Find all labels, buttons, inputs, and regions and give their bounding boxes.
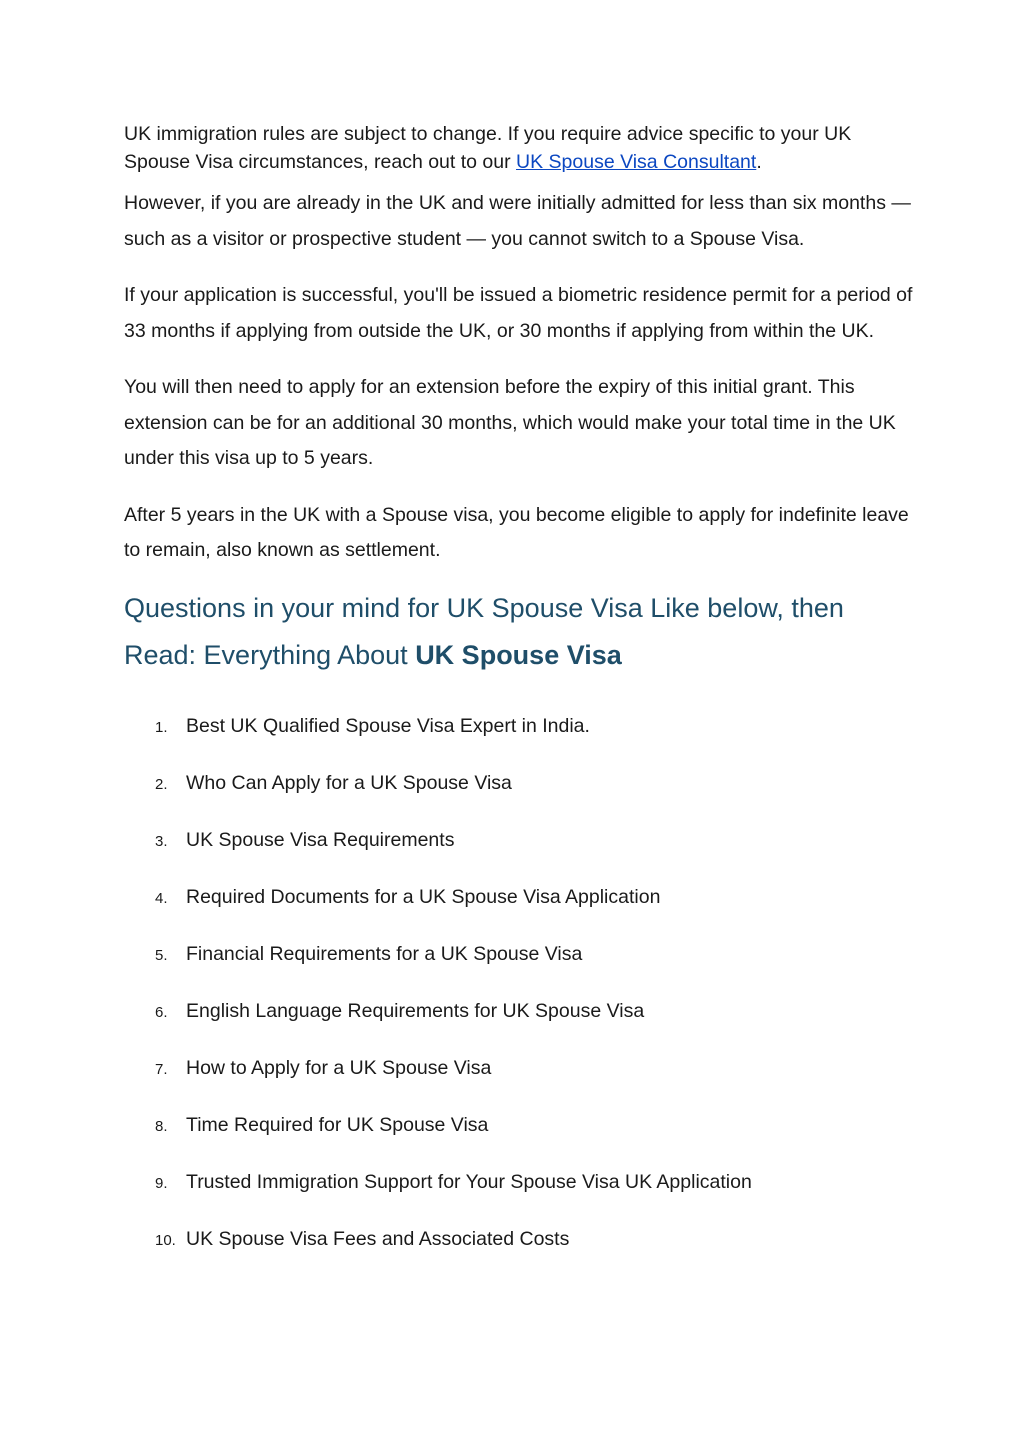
intro-text: UK immigration rules are subject to change. If you require advice specific to your UK Spouse Visa circumstances, reach out to our (124, 123, 852, 173)
paragraph-switching: However, if you are already in the UK and were initially admitted for less than six months — such as a visitor or prospective student — you cannot switch to a Spouse Visa. (124, 192, 911, 250)
paragraph-permit-period: If your application is successful, you'll be issued a biometric residence permit for a period of 33 months if applying from outside the UK, or 30 months if applying from within the UK. (124, 284, 913, 342)
paragraph-settlement: After 5 years in the UK with a Spouse visa, you become eligible to apply for indefinite leave to remain, also known as settlement. (124, 503, 909, 561)
list-item (124, 772, 914, 829)
list-item (124, 1228, 914, 1285)
list-item-label: Required Documents for a UK Spouse Visa Application (186, 885, 661, 908)
list-item-label: Best UK Qualified Spouse Visa Expert in India. (186, 714, 590, 737)
questions-list (124, 715, 914, 1285)
list-item-label: UK Spouse Visa Requirements (186, 828, 455, 851)
heading-bold-text: UK Spouse Visa (415, 639, 622, 670)
list-item (124, 1171, 914, 1228)
list-item-label: Trusted Immigration Support for Your Spouse Visa UK Application (186, 1170, 752, 1193)
list-number: 1. (155, 718, 168, 736)
list-number: 7. (155, 1060, 168, 1078)
document-page (124, 120, 914, 1285)
list-item-label: English Language Requirements for UK Spouse Visa (186, 999, 645, 1022)
list-item (124, 943, 914, 1000)
list-number: 6. (155, 1003, 168, 1021)
list-number: 8. (155, 1117, 168, 1135)
list-number: 4. (155, 889, 168, 907)
list-item (124, 1000, 914, 1057)
list-number: 10. (155, 1231, 176, 1249)
list-item (124, 715, 914, 772)
list-number: 3. (155, 832, 168, 850)
list-item-label: How to Apply for a UK Spouse Visa (186, 1056, 492, 1079)
list-number: 9. (155, 1174, 168, 1192)
spouse-visa-consultant-link[interactable]: UK Spouse Visa Consultant (516, 151, 757, 173)
list-item (124, 1114, 914, 1171)
intro-text-end: . (756, 151, 762, 173)
section-heading (124, 585, 914, 679)
list-item (124, 886, 914, 943)
list-item-label: UK Spouse Visa Fees and Associated Costs (186, 1227, 570, 1250)
list-item (124, 829, 914, 886)
intro-paragraph (124, 120, 914, 176)
list-item-label: Who Can Apply for a UK Spouse Visa (186, 771, 512, 794)
list-number: 5. (155, 946, 168, 964)
list-item (124, 1057, 914, 1114)
list-number: 2. (155, 775, 168, 793)
heading-text: Questions in your mind for UK Spouse Visa Like below, then Read: Everything About (124, 592, 844, 670)
paragraph-extension: You will then need to apply for an extension before the expiry of this initial grant. This extension can be for an additional 30 months, which would make your total time in the UK under this visa up to 5 years. (124, 376, 896, 469)
list-item-label: Financial Requirements for a UK Spouse Visa (186, 942, 583, 965)
list-item-label: Time Required for UK Spouse Visa (186, 1113, 489, 1136)
